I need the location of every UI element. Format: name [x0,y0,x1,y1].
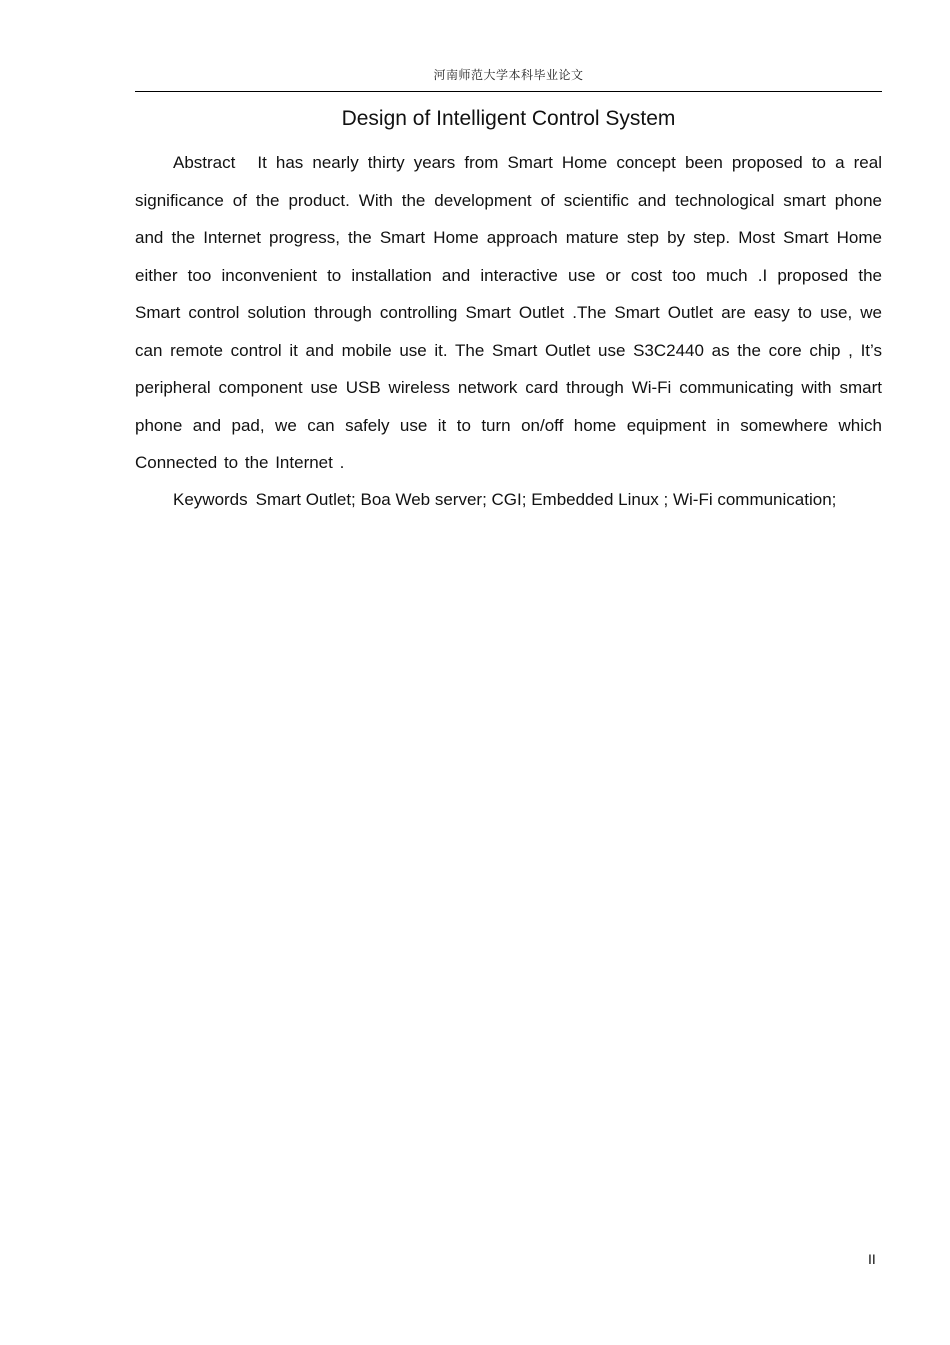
running-header: 河南师范大学本科毕业论文 [433,68,584,82]
header-divider [135,91,882,92]
keywords-text: Smart Outlet; Boa Web server; CGI; Embedded Linux ; Wi-Fi communication; [255,490,837,509]
abstract-paragraph [135,144,882,482]
keywords-line [135,481,882,519]
abstract-text: It has nearly thirty years from Smart Home concept been proposed to a real significance of the product. With the development of scientific and technological smart phone and the Internet progress, the Smart Home approach mature step by step. Most Smart Home either too inconvenient to installation and interactive use or cost too much .I proposed the Smart control solution through controlling Smart Outlet .The Smart Outlet are easy to use, we can remote control it and mobile use it. The Smart Outlet use S3C2440 as the core chip , It’s peripheral component use USB wireless network card through Wi-Fi communicating with smart phone and pad, we can safely use it to turn on/off home equipment in somewhere which Connected to the Internet . [135,153,882,472]
document-title: Design of Intelligent Control System [341,107,676,130]
abstract-label: Abstract [173,153,236,172]
keywords-label: Keywords [173,490,248,509]
page-number: II [868,1251,876,1267]
